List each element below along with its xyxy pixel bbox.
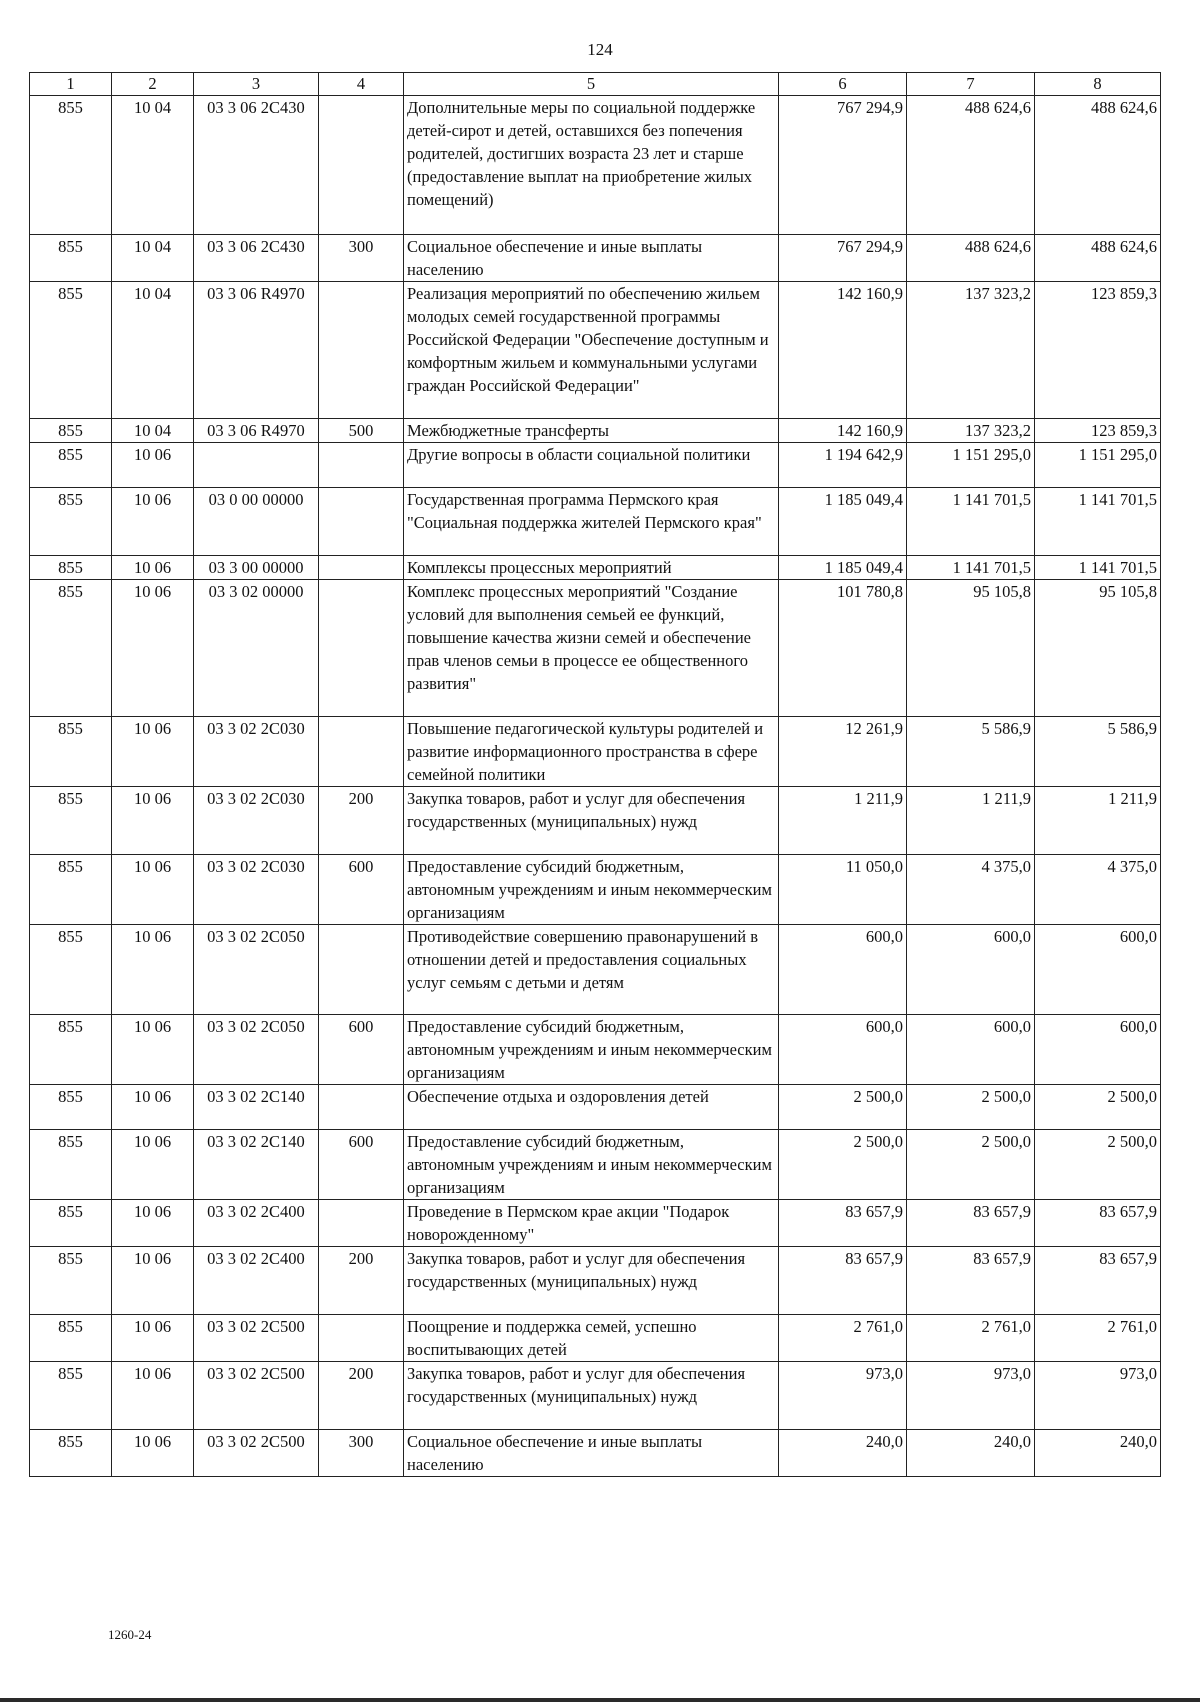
expense-type-cell xyxy=(319,1200,404,1247)
table-row xyxy=(30,1200,1161,1247)
table-row xyxy=(30,717,1161,787)
publisher-code-cell: 855 xyxy=(30,419,112,443)
amount-col6-cell: 2 500,0 xyxy=(779,1085,907,1130)
target-code-cell: 03 3 02 2С030 xyxy=(194,855,319,925)
expense-type-cell xyxy=(319,1315,404,1362)
amount-col8-cell: 2 500,0 xyxy=(1035,1085,1161,1130)
publisher-code-cell: 855 xyxy=(30,855,112,925)
footer-code: 1260-24 xyxy=(108,1627,152,1642)
target-code-cell: 03 3 02 2С400 xyxy=(194,1247,319,1315)
table-row xyxy=(30,1130,1161,1200)
amount-col6-cell: 11 050,0 xyxy=(779,855,907,925)
target-code-cell: 03 3 02 2С140 xyxy=(194,1085,319,1130)
item-name-cell: Дополнительные меры по социальной поддержке детей-сирот и детей, оставшихся без попечения родителей, достигших возраста 23 лет и старше (предоставление выплат на приобретение жилых помещений) xyxy=(404,96,779,235)
section-code-cell: 10 06 xyxy=(112,855,194,925)
item-name-cell: Предоставление субсидий бюджетным, автономным учреждениям и иным некоммерческим организациям xyxy=(404,1015,779,1085)
amount-col6-cell: 600,0 xyxy=(779,925,907,1015)
publisher-code-cell: 855 xyxy=(30,717,112,787)
amount-col6-cell: 83 657,9 xyxy=(779,1247,907,1315)
expense-type-cell: 200 xyxy=(319,1362,404,1430)
table-row xyxy=(30,855,1161,925)
table-row xyxy=(30,787,1161,855)
target-code-cell: 03 3 06 2С430 xyxy=(194,96,319,235)
section-code-cell: 10 06 xyxy=(112,787,194,855)
publisher-code-cell: 855 xyxy=(30,282,112,419)
column-number: 1 xyxy=(30,73,112,96)
item-name-cell: Социальное обеспечение и иные выплаты населению xyxy=(404,235,779,282)
amount-col8-cell: 2 500,0 xyxy=(1035,1130,1161,1200)
amount-col7-cell: 1 141 701,5 xyxy=(907,488,1035,556)
item-name-cell: Закупка товаров, работ и услуг для обеспечения государственных (муниципальных) нужд xyxy=(404,787,779,855)
expense-type-cell xyxy=(319,1085,404,1130)
expense-type-cell xyxy=(319,717,404,787)
amount-col6-cell: 600,0 xyxy=(779,1015,907,1085)
table-row xyxy=(30,1430,1161,1477)
scan-edge xyxy=(0,1698,1200,1702)
amount-col6-cell: 2 500,0 xyxy=(779,1130,907,1200)
target-code-cell: 03 3 02 2С030 xyxy=(194,787,319,855)
amount-col8-cell: 973,0 xyxy=(1035,1362,1161,1430)
amount-col7-cell: 137 323,2 xyxy=(907,419,1035,443)
column-number: 7 xyxy=(907,73,1035,96)
amount-col8-cell: 1 141 701,5 xyxy=(1035,488,1161,556)
page-number: 124 xyxy=(587,40,613,59)
amount-col7-cell: 600,0 xyxy=(907,1015,1035,1085)
table-row xyxy=(30,1362,1161,1430)
item-name-cell: Предоставление субсидий бюджетным, автономным учреждениям и иным некоммерческим организациям xyxy=(404,1130,779,1200)
expense-type-cell: 200 xyxy=(319,787,404,855)
amount-col6-cell: 83 657,9 xyxy=(779,1200,907,1247)
amount-col7-cell: 137 323,2 xyxy=(907,282,1035,419)
item-name-cell: Проведение в Пермском крае акции "Подарок новорожденному" xyxy=(404,1200,779,1247)
target-code-cell: 03 3 06 R4970 xyxy=(194,419,319,443)
section-code-cell: 10 06 xyxy=(112,1430,194,1477)
section-code-cell: 10 06 xyxy=(112,1315,194,1362)
item-name-cell: Поощрение и поддержка семей, успешно воспитывающих детей xyxy=(404,1315,779,1362)
expense-type-cell: 600 xyxy=(319,1015,404,1085)
expense-type-cell xyxy=(319,96,404,235)
publisher-code-cell: 855 xyxy=(30,787,112,855)
amount-col6-cell: 1 185 049,4 xyxy=(779,488,907,556)
section-code-cell: 10 06 xyxy=(112,1015,194,1085)
target-code-cell: 03 3 02 00000 xyxy=(194,580,319,717)
section-code-cell: 10 06 xyxy=(112,925,194,1015)
amount-col7-cell: 1 141 701,5 xyxy=(907,556,1035,580)
amount-col8-cell: 2 761,0 xyxy=(1035,1315,1161,1362)
amount-col8-cell: 95 105,8 xyxy=(1035,580,1161,717)
target-code-cell: 03 3 02 2С500 xyxy=(194,1315,319,1362)
amount-col7-cell: 83 657,9 xyxy=(907,1200,1035,1247)
amount-col7-cell: 2 500,0 xyxy=(907,1085,1035,1130)
budget-table xyxy=(29,72,1161,1477)
publisher-code-cell: 855 xyxy=(30,556,112,580)
section-code-cell: 10 06 xyxy=(112,488,194,556)
publisher-code-cell: 855 xyxy=(30,1130,112,1200)
table-row xyxy=(30,419,1161,443)
amount-col8-cell: 123 859,3 xyxy=(1035,419,1161,443)
amount-col7-cell: 95 105,8 xyxy=(907,580,1035,717)
publisher-code-cell: 855 xyxy=(30,1085,112,1130)
amount-col7-cell: 240,0 xyxy=(907,1430,1035,1477)
item-name-cell: Комплексы процессных мероприятий xyxy=(404,556,779,580)
section-code-cell: 10 04 xyxy=(112,96,194,235)
target-code-cell: 03 0 00 00000 xyxy=(194,488,319,556)
item-name-cell: Обеспечение отдыха и оздоровления детей xyxy=(404,1085,779,1130)
item-name-cell: Межбюджетные трансферты xyxy=(404,419,779,443)
section-code-cell: 10 06 xyxy=(112,443,194,488)
section-code-cell: 10 06 xyxy=(112,717,194,787)
item-name-cell: Предоставление субсидий бюджетным, автономным учреждениям и иным некоммерческим организациям xyxy=(404,855,779,925)
target-code-cell: 03 3 02 2С140 xyxy=(194,1130,319,1200)
table-row xyxy=(30,580,1161,717)
amount-col8-cell: 83 657,9 xyxy=(1035,1200,1161,1247)
column-number: 8 xyxy=(1035,73,1161,96)
expense-type-cell: 500 xyxy=(319,419,404,443)
amount-col8-cell: 488 624,6 xyxy=(1035,96,1161,235)
table-row xyxy=(30,443,1161,488)
section-code-cell: 10 06 xyxy=(112,1085,194,1130)
section-code-cell: 10 04 xyxy=(112,282,194,419)
amount-col8-cell: 123 859,3 xyxy=(1035,282,1161,419)
expense-type-cell xyxy=(319,443,404,488)
publisher-code-cell: 855 xyxy=(30,1430,112,1477)
amount-col8-cell: 488 624,6 xyxy=(1035,235,1161,282)
target-code-cell: 03 3 00 00000 xyxy=(194,556,319,580)
target-code-cell xyxy=(194,443,319,488)
item-name-cell: Реализация мероприятий по обеспечению жильем молодых семей государственной программы Российской Федерации "Обеспечение доступным и комфортным жильем и коммунальными услугами граждан Российской Федерации" xyxy=(404,282,779,419)
item-name-cell: Другие вопросы в области социальной политики xyxy=(404,443,779,488)
publisher-code-cell: 855 xyxy=(30,1247,112,1315)
target-code-cell: 03 3 02 2С050 xyxy=(194,1015,319,1085)
item-name-cell: Противодействие совершению правонарушений в отношении детей и предоставления социальных услуг семьям с детьми и детям xyxy=(404,925,779,1015)
target-code-cell: 03 3 02 2С500 xyxy=(194,1430,319,1477)
table-row xyxy=(30,96,1161,235)
amount-col7-cell: 973,0 xyxy=(907,1362,1035,1430)
target-code-cell: 03 3 02 2С500 xyxy=(194,1362,319,1430)
expense-type-cell: 300 xyxy=(319,235,404,282)
amount-col7-cell: 488 624,6 xyxy=(907,235,1035,282)
expense-type-cell xyxy=(319,488,404,556)
amount-col7-cell: 2 500,0 xyxy=(907,1130,1035,1200)
section-code-cell: 10 06 xyxy=(112,580,194,717)
column-number: 6 xyxy=(779,73,907,96)
publisher-code-cell: 855 xyxy=(30,1015,112,1085)
amount-col7-cell: 2 761,0 xyxy=(907,1315,1035,1362)
table-row xyxy=(30,488,1161,556)
column-number: 3 xyxy=(194,73,319,96)
expense-type-cell: 300 xyxy=(319,1430,404,1477)
amount-col6-cell: 767 294,9 xyxy=(779,96,907,235)
publisher-code-cell: 855 xyxy=(30,1315,112,1362)
amount-col6-cell: 1 211,9 xyxy=(779,787,907,855)
amount-col8-cell: 600,0 xyxy=(1035,1015,1161,1085)
expense-type-cell xyxy=(319,282,404,419)
table-row xyxy=(30,282,1161,419)
target-code-cell: 03 3 02 2С400 xyxy=(194,1200,319,1247)
amount-col6-cell: 142 160,9 xyxy=(779,282,907,419)
amount-col7-cell: 83 657,9 xyxy=(907,1247,1035,1315)
expense-type-cell xyxy=(319,580,404,717)
amount-col6-cell: 767 294,9 xyxy=(779,235,907,282)
column-number: 5 xyxy=(404,73,779,96)
item-name-cell: Государственная программа Пермского края "Социальная поддержка жителей Пермского края" xyxy=(404,488,779,556)
section-code-cell: 10 04 xyxy=(112,235,194,282)
column-number: 4 xyxy=(319,73,404,96)
table-row xyxy=(30,235,1161,282)
amount-col6-cell: 1 185 049,4 xyxy=(779,556,907,580)
section-code-cell: 10 06 xyxy=(112,556,194,580)
target-code-cell: 03 3 02 2С050 xyxy=(194,925,319,1015)
amount-col8-cell: 4 375,0 xyxy=(1035,855,1161,925)
publisher-code-cell: 855 xyxy=(30,1200,112,1247)
publisher-code-cell: 855 xyxy=(30,488,112,556)
table-row xyxy=(30,1247,1161,1315)
section-code-cell: 10 06 xyxy=(112,1362,194,1430)
publisher-code-cell: 855 xyxy=(30,580,112,717)
amount-col7-cell: 1 211,9 xyxy=(907,787,1035,855)
table-row xyxy=(30,1015,1161,1085)
publisher-code-cell: 855 xyxy=(30,96,112,235)
amount-col8-cell: 5 586,9 xyxy=(1035,717,1161,787)
publisher-code-cell: 855 xyxy=(30,235,112,282)
publisher-code-cell: 855 xyxy=(30,1362,112,1430)
amount-col8-cell: 1 141 701,5 xyxy=(1035,556,1161,580)
amount-col7-cell: 600,0 xyxy=(907,925,1035,1015)
column-number-row xyxy=(30,73,1161,96)
amount-col6-cell: 12 261,9 xyxy=(779,717,907,787)
amount-col8-cell: 240,0 xyxy=(1035,1430,1161,1477)
amount-col8-cell: 1 211,9 xyxy=(1035,787,1161,855)
expense-type-cell xyxy=(319,556,404,580)
amount-col6-cell: 1 194 642,9 xyxy=(779,443,907,488)
target-code-cell: 03 3 02 2С030 xyxy=(194,717,319,787)
expense-type-cell: 600 xyxy=(319,1130,404,1200)
expense-type-cell xyxy=(319,925,404,1015)
amount-col7-cell: 5 586,9 xyxy=(907,717,1035,787)
item-name-cell: Комплекс процессных мероприятий "Создание условий для выполнения семьей ее функций, повышение качества жизни семей и обеспечение прав членов семьи в процессе ее общественного развития" xyxy=(404,580,779,717)
target-code-cell: 03 3 06 R4970 xyxy=(194,282,319,419)
expense-type-cell: 200 xyxy=(319,1247,404,1315)
table-row xyxy=(30,1315,1161,1362)
table-row xyxy=(30,1085,1161,1130)
column-number: 2 xyxy=(112,73,194,96)
item-name-cell: Повышение педагогической культуры родителей и развитие информационного пространства в сфере семейной политики xyxy=(404,717,779,787)
target-code-cell: 03 3 06 2С430 xyxy=(194,235,319,282)
amount-col6-cell: 142 160,9 xyxy=(779,419,907,443)
section-code-cell: 10 06 xyxy=(112,1200,194,1247)
publisher-code-cell: 855 xyxy=(30,925,112,1015)
amount-col6-cell: 240,0 xyxy=(779,1430,907,1477)
amount-col8-cell: 83 657,9 xyxy=(1035,1247,1161,1315)
amount-col8-cell: 600,0 xyxy=(1035,925,1161,1015)
publisher-code-cell: 855 xyxy=(30,443,112,488)
section-code-cell: 10 06 xyxy=(112,1247,194,1315)
section-code-cell: 10 06 xyxy=(112,1130,194,1200)
section-code-cell: 10 04 xyxy=(112,419,194,443)
expense-type-cell: 600 xyxy=(319,855,404,925)
amount-col8-cell: 1 151 295,0 xyxy=(1035,443,1161,488)
item-name-cell: Закупка товаров, работ и услуг для обеспечения государственных (муниципальных) нужд xyxy=(404,1247,779,1315)
amount-col7-cell: 4 375,0 xyxy=(907,855,1035,925)
table-row xyxy=(30,925,1161,1015)
table-row xyxy=(30,556,1161,580)
amount-col6-cell: 973,0 xyxy=(779,1362,907,1430)
amount-col7-cell: 1 151 295,0 xyxy=(907,443,1035,488)
item-name-cell: Закупка товаров, работ и услуг для обеспечения государственных (муниципальных) нужд xyxy=(404,1362,779,1430)
amount-col6-cell: 2 761,0 xyxy=(779,1315,907,1362)
amount-col7-cell: 488 624,6 xyxy=(907,96,1035,235)
amount-col6-cell: 101 780,8 xyxy=(779,580,907,717)
item-name-cell: Социальное обеспечение и иные выплаты населению xyxy=(404,1430,779,1477)
